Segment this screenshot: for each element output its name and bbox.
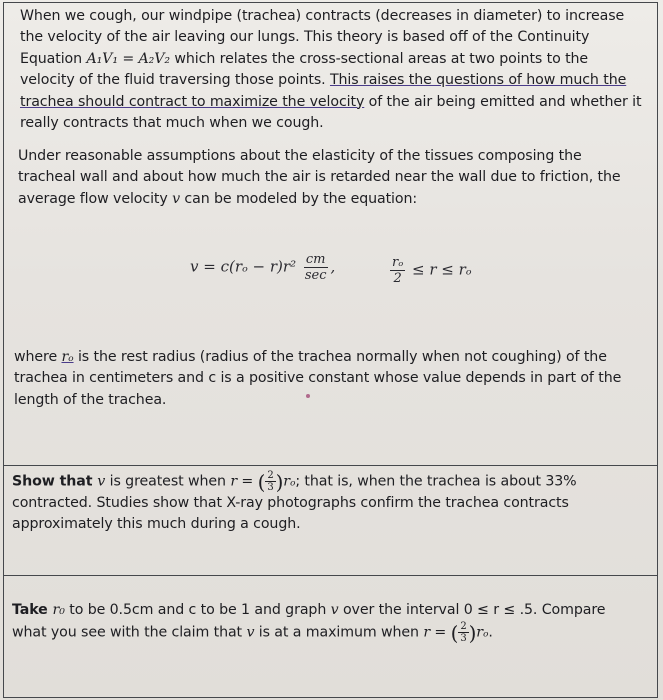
show-line-3: approximately this much during a cough.: [12, 516, 301, 533]
underlined-question-part-2: trachea should contract to maximize the velocity: [20, 93, 365, 110]
take-text-a: to be 0.5cm and c to be 1 and graph: [64, 602, 331, 618]
domain-inequality: [388, 255, 472, 286]
unit-numerator: cm: [305, 252, 326, 267]
def-line-2: trachea in centimeters and c is a positive constant whose value depends in part of the: [14, 370, 622, 387]
compare-text-a: what you see with the claim that: [12, 624, 247, 641]
continuity-equation: A₁V₁ = A₂V₂: [86, 50, 170, 67]
equation-comma: ,: [330, 257, 336, 276]
fraction-denominator-2: 3: [460, 633, 467, 645]
fraction-numerator-2: 2: [460, 621, 467, 633]
intro-line-5-end: of the air being emitted and whether it: [364, 93, 642, 110]
take-r0-symbol: r₀: [52, 602, 65, 618]
task-graph-paragraph: [12, 600, 642, 644]
compare-r-equals: r =: [423, 624, 451, 641]
intro-line-2: the velocity of the air leaving our lungs. This theory is based off of the Continuity: [20, 29, 590, 46]
fraction-numerator: 2: [267, 470, 274, 481]
show-r-equals: r =: [230, 473, 258, 490]
intro-line-3-end: which relates the cross-sectional areas at two points to the: [170, 50, 589, 67]
show-v-symbol: v: [97, 473, 106, 490]
two-thirds-fraction-2: ( $\frac{2}{3}$ ): [450, 620, 477, 645]
compare-period: .: [488, 624, 493, 641]
compare-r0-symbol: rₒ: [476, 624, 489, 641]
range-numerator: rₒ: [392, 255, 404, 270]
show-r0-symbol: rₒ: [283, 473, 296, 490]
range-denominator: 2: [393, 271, 402, 286]
take-v-symbol: v: [330, 602, 339, 618]
ink-dot: [306, 394, 310, 398]
underlined-question-part-1: This raises the questions of how much the: [329, 72, 627, 89]
take-label: Take: [12, 602, 53, 618]
show-label: Show that: [12, 473, 98, 490]
half-radius-fraction: [390, 255, 405, 286]
equation-lhs: v = c(rₒ − r)r²: [190, 257, 297, 276]
intro-line-3-start: Equation: [20, 50, 87, 67]
intro-paragraph: [20, 6, 650, 134]
show-tail-text: ; that is, when the trachea is about 33%: [295, 473, 577, 490]
intro-line-1: When we cough, our windpipe (trachea) contracts (decreases in diameter) to increase: [20, 8, 625, 24]
task-show-paragraph: [12, 470, 642, 536]
definition-paragraph: [14, 347, 644, 411]
model-line-1: Under reasonable assumptions about the elasticity of the tissues composing the: [18, 148, 582, 164]
intro-line-6: really contracts that much when we cough.: [20, 115, 324, 132]
velocity-symbol: v: [172, 190, 180, 207]
two-thirds-fraction: ( $\frac{2}{3}$ ): [257, 469, 284, 494]
range-inequality: ≤ r ≤ rₒ: [412, 260, 472, 279]
intro-line-4-start: velocity of the fluid traversing those points.: [20, 72, 330, 89]
fraction-denominator: 3: [267, 482, 274, 493]
def-line-1-end: is the rest radius (radius of the trachea normally when not coughing) of the: [73, 349, 607, 365]
def-line-3: length of the trachea.: [14, 391, 167, 408]
show-line-2: contracted. Studies show that X-ray photographs confirm the trachea contracts: [12, 495, 569, 511]
model-line-2: tracheal wall and about how much the air is retarded near the wall due to friction, the: [18, 169, 621, 186]
unit-denominator: sec: [304, 268, 327, 283]
model-line-3-end: can be modeled by the equation:: [180, 190, 418, 207]
show-mid-text: is greatest when: [105, 473, 231, 490]
velocity-equation: [190, 252, 335, 283]
take-text-b: over the interval 0 ≤ r ≤ .5. Compare: [338, 602, 606, 618]
model-line-3-start: average flow velocity: [18, 190, 173, 207]
def-where: where: [14, 349, 62, 365]
compare-v-symbol: v: [246, 624, 255, 641]
unit-fraction: [303, 252, 329, 283]
model-paragraph: [18, 146, 648, 210]
rest-radius-symbol: rₒ: [61, 349, 74, 365]
compare-text-b: is at a maximum when: [254, 624, 424, 641]
